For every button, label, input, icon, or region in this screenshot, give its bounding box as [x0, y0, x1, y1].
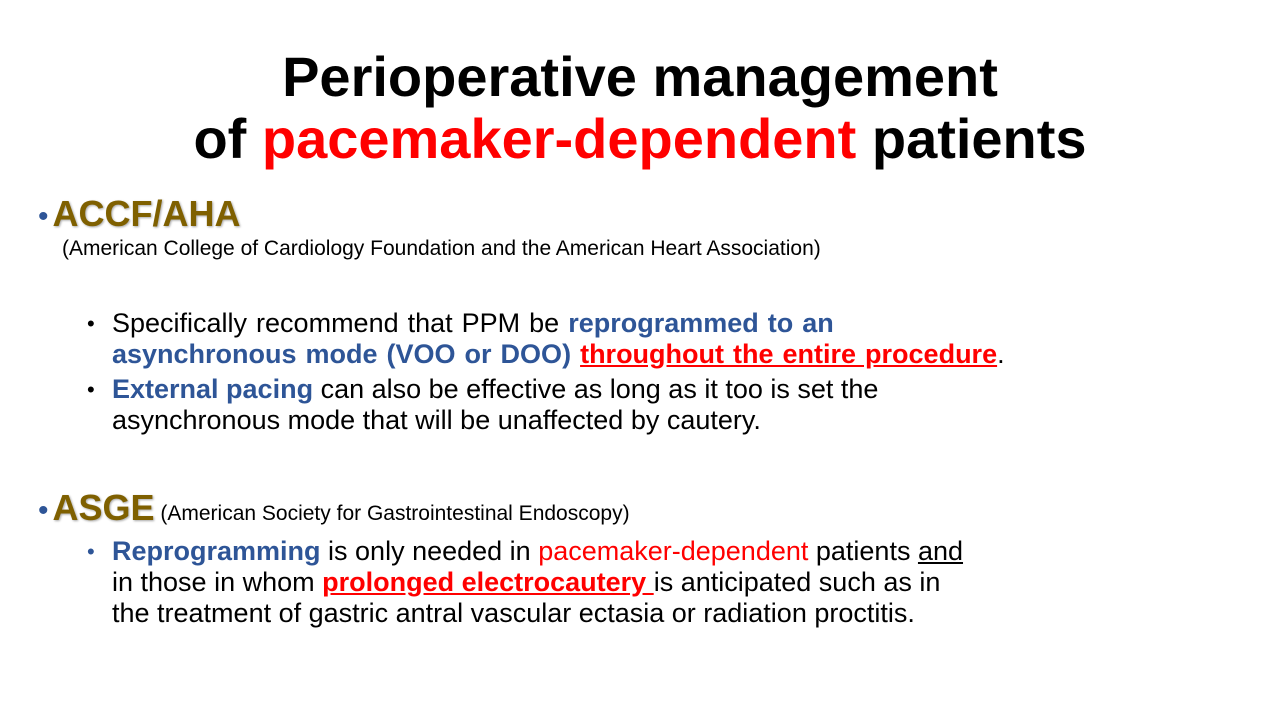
- title-line-1: Perioperative management: [282, 45, 998, 108]
- asge-subtitle: (American Society for Gastrointestinal Endoscopy): [154, 502, 630, 525]
- bullet: •: [87, 377, 95, 402]
- text-emphasis: asynchronous mode (VOO or DOO): [112, 339, 572, 369]
- text: patients: [808, 536, 918, 566]
- slide-title: [0, 46, 1280, 170]
- text: can also be effective as long as it too is set the: [313, 374, 879, 404]
- asge-item: [87, 536, 1222, 629]
- text-emphasis: Reprogramming: [112, 536, 321, 566]
- accf-item-2-line-2: asynchronous mode that will be unaffected by cautery.: [112, 405, 761, 435]
- text-highlight: pacemaker-dependent: [538, 536, 809, 566]
- asge-item-line-2: [112, 567, 1222, 598]
- asge-item-line-3: the treatment of gastric antral vascular ectasia or radiation proctitis.: [112, 598, 915, 628]
- text-emphasis: reprogrammed to an: [568, 308, 834, 338]
- title-highlight: pacemaker-dependent: [261, 107, 857, 170]
- accf-item-1: [87, 308, 1222, 370]
- text: is anticipated such as in: [653, 567, 941, 597]
- section-accf-aha-heading: [38, 194, 241, 237]
- text: Specifically recommend that PPM be: [112, 308, 569, 338]
- title-prefix: of: [193, 107, 262, 170]
- text: is only needed in: [320, 536, 539, 566]
- accf-item-2: [87, 374, 1222, 436]
- asge-label: ASGE: [52, 487, 155, 528]
- text: .: [997, 339, 1005, 369]
- section-asge-heading: [38, 488, 630, 534]
- text-highlight: prolonged electrocautery: [322, 567, 654, 597]
- text: in those in whom: [112, 567, 323, 597]
- asge-item-line-1: [112, 536, 1222, 567]
- accf-aha-subtitle: (American College of Cardiology Foundation and the American Heart Association): [62, 237, 821, 260]
- accf-item-1-line-1: [112, 308, 1222, 339]
- bullet: •: [38, 200, 49, 233]
- accf-item-2-line-1: [112, 374, 1222, 405]
- accf-aha-label: ACCF/AHA: [52, 193, 241, 234]
- text-highlight: throughout the entire procedure: [580, 339, 998, 369]
- title-line-2: [0, 108, 1280, 170]
- accf-item-1-line-2: [112, 339, 1222, 370]
- bullet: •: [38, 494, 49, 527]
- title-suffix: patients: [856, 107, 1087, 170]
- text-emphasis: External pacing: [112, 374, 314, 404]
- text: [571, 339, 580, 369]
- text-underlined: and: [917, 536, 964, 566]
- bullet: •: [87, 311, 95, 336]
- bullet: •: [87, 539, 95, 564]
